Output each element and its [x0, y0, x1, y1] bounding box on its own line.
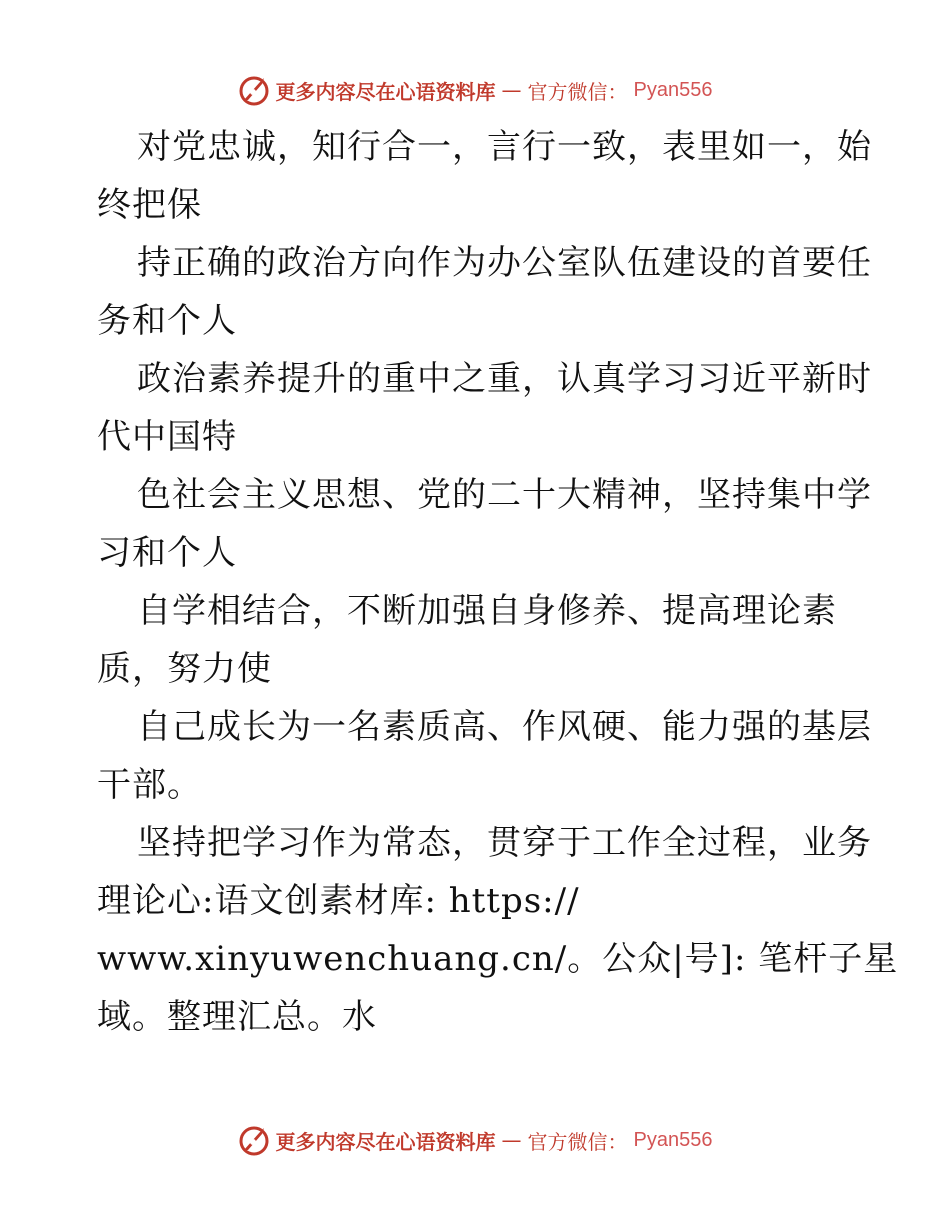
body-line: 自学相结合，不断加强自身修养、提高理论素 [137, 591, 837, 631]
body-line: 终把保 [97, 185, 202, 225]
body-line: 干部。 [97, 765, 202, 805]
document-body [97, 118, 899, 1046]
footer-banner [0, 1120, 950, 1160]
body-line: 自己成长为一名素质高、作风硬、能力强的基层 [137, 707, 872, 747]
body-line: 坚持把学习作为常态，贯穿于工作全过程，业务 [137, 823, 872, 863]
banner-separator: — [501, 78, 522, 102]
quill-pen-logo-icon [238, 1124, 270, 1156]
header-banner [0, 70, 950, 110]
body-line: 政治素养提升的重中之重，认真学习习近平新时 [137, 359, 872, 399]
body-line: 色社会主义思想、党的二十大精神，坚持集中学 [137, 475, 872, 515]
body-line: www.xinyuwenchuang.cn/。公众|号]: 笔杆子星 [97, 939, 899, 979]
body-line: 对党忠诚，知行合一，言行一致，表里如一，始 [137, 127, 872, 167]
body-line: 习和个人 [97, 533, 237, 573]
body-line: 务和个人 [97, 301, 237, 341]
quill-pen-logo-icon [238, 74, 270, 106]
banner-wechat-id: Pyan556 [633, 1128, 713, 1151]
banner-wechat-label: 官方微信： [527, 79, 628, 104]
banner-wechat-id: Pyan556 [633, 78, 713, 101]
body-line: 代中国特 [97, 417, 237, 457]
banner-brand-text: 更多内容尽在心语资料库 [275, 1129, 496, 1154]
body-line: 持正确的政治方向作为办公室队伍建设的首要任 [137, 243, 872, 283]
banner-brand-text: 更多内容尽在心语资料库 [275, 79, 496, 104]
body-line: 域。整理汇总。水 [97, 997, 377, 1037]
banner-wechat-label: 官方微信： [527, 1129, 628, 1154]
body-line: 质，努力使 [97, 649, 272, 689]
banner-separator: — [501, 1128, 522, 1152]
body-line: 理论心:语文创素材库: https:// [97, 881, 580, 921]
